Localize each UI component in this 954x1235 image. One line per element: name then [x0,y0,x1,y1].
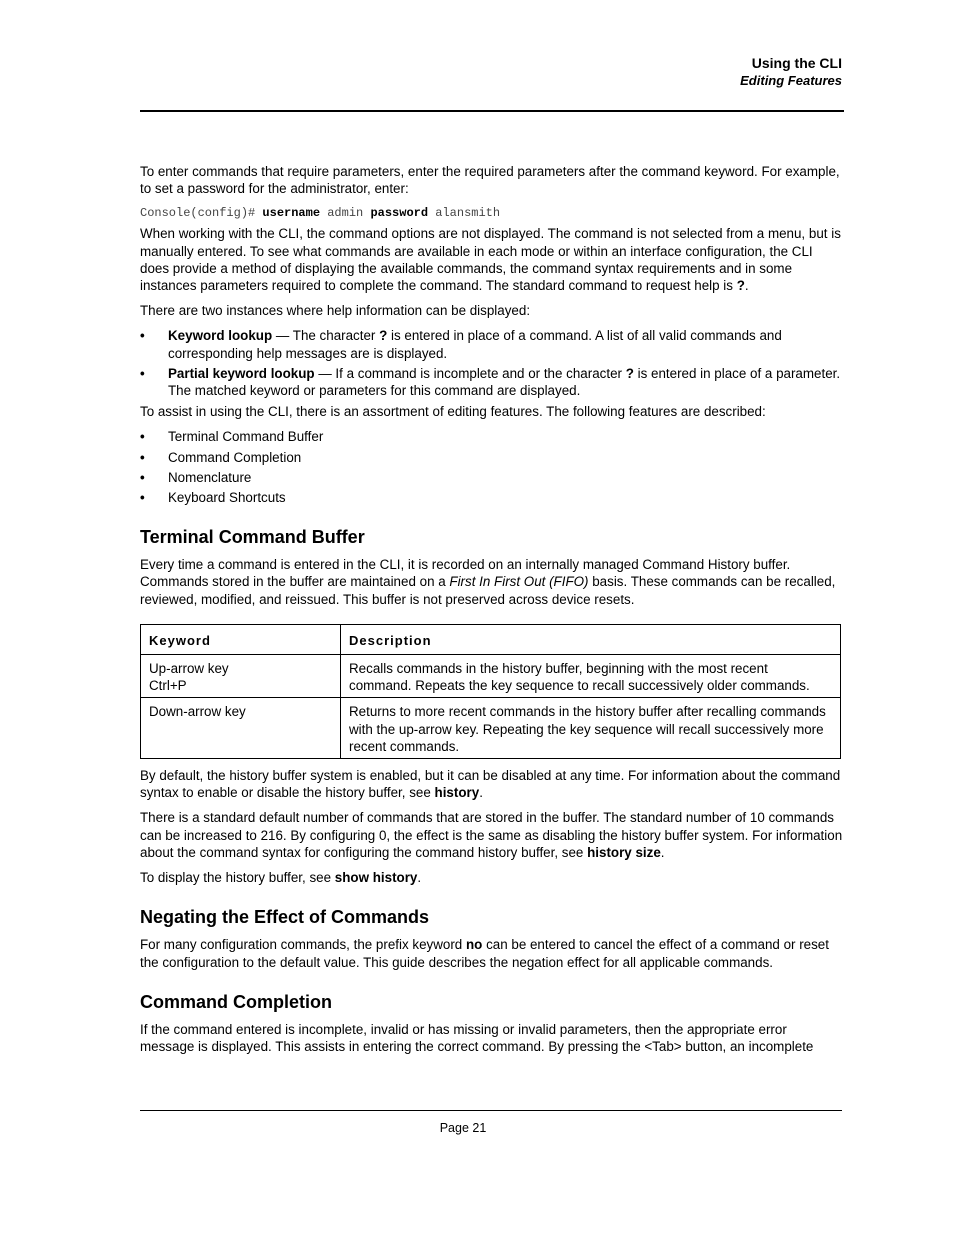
list-item [140,489,844,506]
feature-label: Nomenclature [168,469,252,485]
intro-p2-end: . [744,278,749,294]
buffer-text: To display the history buffer, see [140,870,335,886]
list-item [140,327,844,361]
completion-paragraph: If the command entered is incomplete, invalid or has missing or invalid parameters, then the appropriate error message is displayed. This assists in entering the correct command. By pressing the <Tab> button, an incomplete [140,1021,814,1054]
help-mark: ? [379,328,388,344]
bullet: • [140,429,145,445]
page-content [140,163,844,1063]
help-text: is entered in place of a parameter. The matched keyword or parameters for this command are displayed. [168,365,841,399]
feature-label: Terminal Command Buffer [168,429,324,445]
list-item [140,428,844,445]
features-list [140,428,844,506]
buffer-text: Every time a command is entered in the CLI, it is recorded on an internally managed Command History buffer. Commands stored in the buffer are maintained on a [140,557,791,590]
keyword-table [140,624,841,759]
code-prompt: Console(config)# [140,206,263,221]
intro-p2-text: When working with the CLI, the command options are not displayed. The command is not selected from a menu, but is manually entered. To see what commands are available in each mode or within an interface configuration, the CLI does provide a method of displaying the available commands, the command syntax requirements and in some instances parameters required to complete the command. The standard command to request help is [140,226,841,294]
code-keyword-password: password [370,206,429,221]
column-header-description: Description [341,624,841,654]
help-term: Keyword lookup [168,328,273,344]
page-number: Page 21 [439,1121,487,1135]
header-subtitle: Editing Features [740,73,842,88]
help-list [140,327,844,399]
list-item [140,365,844,399]
list-item [140,469,844,486]
keyword-no: no [465,937,483,953]
list-item [140,449,844,466]
features-intro: To assist in using the CLI, there is an assortment of editing features. The following features are described: [140,404,766,420]
help-mark: ? [625,365,634,381]
table-cell-keyword [141,698,341,759]
keyword-text: Ctrl+P [149,678,187,694]
negating-paragraph [140,936,844,970]
table-cell-description: Recalls commands in the history buffer, beginning with the most recent command. Repeats the key sequence to recall successively older commands. [341,655,841,698]
table-header-row [141,624,841,654]
buffer-text: . [660,844,665,860]
keyword-text: Down-arrow key [149,704,246,720]
table-row [141,655,841,698]
bullet: • [140,365,145,381]
help-text: — If a command is incomplete and or the character [314,365,626,381]
section-heading-terminal-command-buffer: Terminal Command Buffer [140,527,365,548]
buffer-paragraph-1 [140,556,844,608]
buffer-text: By default, the history buffer system is enabled, but it can be disabled at any time. For information about the command syntax to enable or disable the history buffer, see [140,768,841,801]
buffer-paragraph-3 [140,809,844,861]
code-arg-password: alansmith [428,206,501,221]
help-text: — The character [272,328,380,344]
command-ref-history-size: history size [587,844,661,860]
command-ref-show-history: show history [334,870,418,886]
buffer-text: There is a standard default number of commands that are stored in the buffer. The standard number of 10 commands can be increased to 216. By configuring 0, the effect is the same as disabling the history buffer system. For information about the command syntax for configuring the command history buffer, see [140,810,843,860]
bullet: • [140,328,145,344]
footer-rule [140,1110,842,1111]
feature-label: Command Completion [168,449,302,465]
header-title: Using the CLI [751,55,842,71]
buffer-text: basis. These commands can be recalled, reviewed, modified, and reissued. This buffer is not preserved across device resets. [140,574,836,607]
keyword-text: Up-arrow key [149,661,229,677]
bullet: • [140,469,145,485]
negating-text: can be entered to cancel the effect of a command or reset the configuration to the default value. This guide describes the negation effect for all applicable commands. [140,937,829,970]
buffer-text: . [417,870,422,886]
intro-paragraph-3: There are two instances where help information can be displayed: [140,303,531,319]
section-heading-negating: Negating the Effect of Commands [140,907,430,928]
code-keyword-username: username [262,206,321,221]
fifo-term: First In First Out (FIFO) [449,574,589,590]
table-row [141,698,841,759]
header-rule [140,110,844,112]
help-symbol: ? [736,278,745,294]
help-text: is entered in place of a command. A list of all valid commands and corresponding help messages are is displayed. [168,328,782,361]
table-cell-keyword [141,655,341,698]
buffer-text: . [479,785,483,801]
negating-text: For many configuration commands, the prefix keyword [140,937,466,953]
code-example [140,205,844,221]
intro-paragraph-1: To enter commands that require parameters, enter the required parameters after the command keyword. For example, to set a password for the administrator, enter: [140,164,840,197]
bullet: • [140,490,145,506]
intro-paragraph-2 [140,225,844,294]
help-term: Partial keyword lookup [168,365,315,381]
command-ref-history: history [434,785,480,801]
bullet: • [140,449,145,465]
buffer-paragraph-4 [140,869,844,886]
buffer-paragraph-2 [140,767,844,801]
table-cell-description: Returns to more recent commands in the history buffer after recalling commands with the up-arrow key. Repeating the key sequence will recall successively more recent commands. [341,698,841,759]
code-arg-admin: admin [320,206,371,221]
column-header-keyword: Keyword [141,624,341,654]
section-heading-command-completion: Command Completion [140,991,332,1012]
feature-label: Keyboard Shortcuts [168,490,286,506]
